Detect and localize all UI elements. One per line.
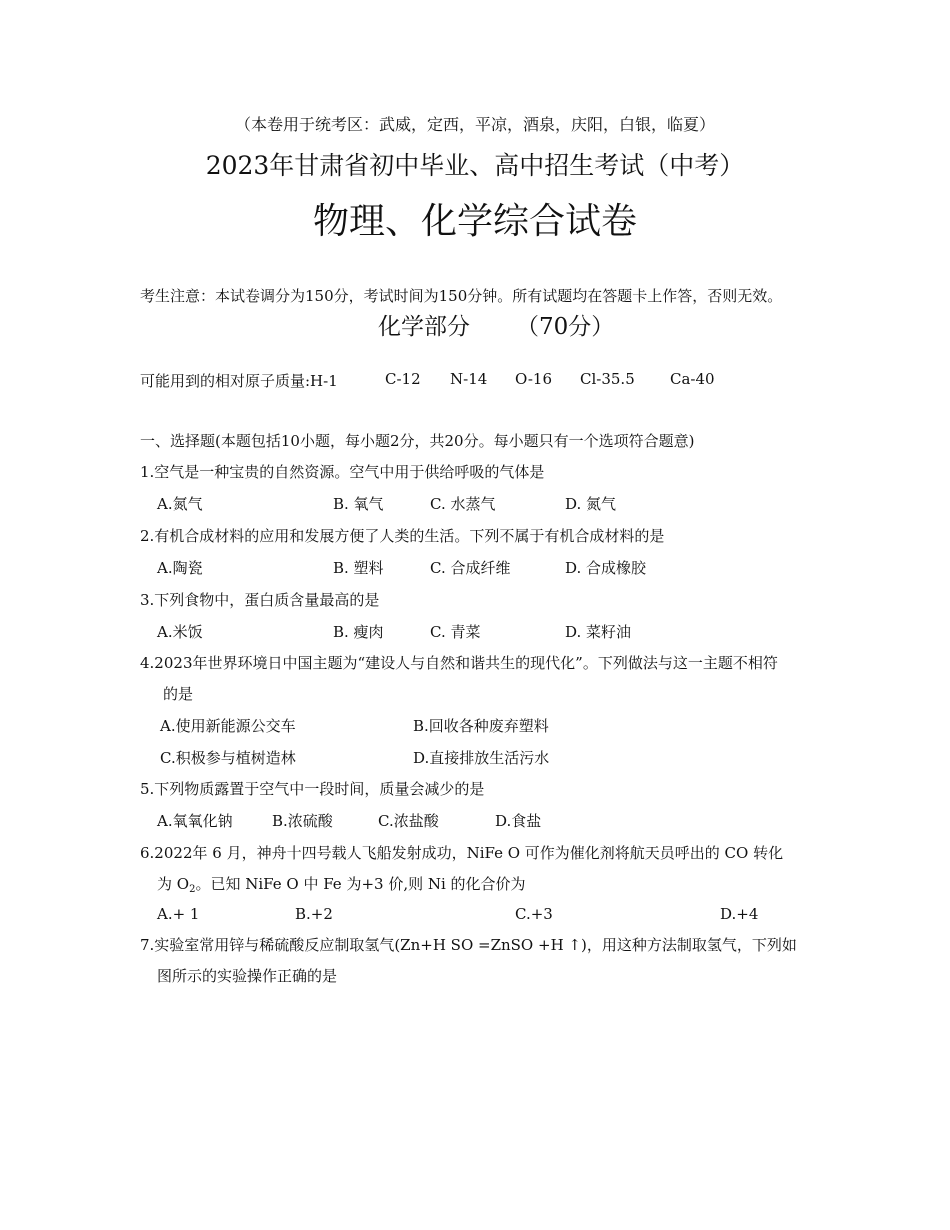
question-stem: 5.下列物质露置于空气中一段时间，质量会减少的是 — [140, 780, 485, 798]
section-score: （70分） — [516, 314, 615, 340]
option-a: A.陶瓷 — [157, 559, 203, 577]
section-title: 化学部分 — [378, 314, 470, 340]
option-d: D.直接排放生活污水 — [413, 749, 550, 767]
question-stem-continued: 为 $O_2$。已知 NiFe O 中 Fe 为+3 价,则 Ni 的化合价为 — [157, 875, 526, 895]
paper-title: 物理、化学综合试卷 — [312, 201, 637, 242]
atomic-mass-item: O-16 — [515, 370, 553, 388]
question-stem: 7.实验室常用锌与稀硫酸反应制取氢气(Zn+H SO =ZnSO +H ↑)，用这种方法制取氢气，下列如 — [140, 936, 797, 954]
atomic-mass-label: 可能用到的相对原子质量:H-1 — [140, 372, 338, 390]
question-stem: 6.2022年 6 月，神舟十四号载人飞船发射成功，NiFe O 可作为催化剂将航天员呼出的 CO 转化 — [140, 844, 784, 862]
region-note: （本卷用于统考区：武威，定西，平凉，酒泉，庆阳，白银，临夏） — [234, 115, 715, 134]
option-a: A.+ 1 — [157, 905, 200, 923]
question-stem: 4.2023年世界环境日中国主题为“建设人与自然和谐共生的现代化”。下列做法与这一主题不相符 — [140, 654, 778, 672]
option-b: B.浓硫酸 — [272, 812, 333, 830]
option-b: B. 氧气 — [333, 495, 384, 513]
candidate-notice: 考生注意：本试卷调分为150分，考试时间为150分钟。所有试题均在答题卡上作答，否则无效。 — [140, 287, 783, 305]
option-c: C.积极参与植树造林 — [160, 749, 296, 767]
option-b: B.+2 — [295, 905, 333, 923]
exam-title: 2023年甘肃省初中毕业、高中招生考试（中考） — [205, 151, 745, 180]
option-c: C. 水蒸气 — [430, 495, 496, 513]
atomic-mass-item: Cl-35.5 — [580, 370, 635, 388]
option-c: C.浓盐酸 — [378, 812, 439, 830]
option-d: D. 菜籽油 — [565, 623, 632, 641]
part-one-heading: 一、选择题(本题包括10小题，每小题2分，共20分。每小题只有一个选项符合题意) — [140, 432, 695, 450]
question-stem: 1.空气是一种宝贵的自然资源。空气中用于供给呼吸的气体是 — [140, 463, 545, 481]
question-stem-continued: 图所示的实验操作正确的是 — [157, 967, 338, 985]
question-stem: 3.下列食物中，蛋白质含量最高的是 — [140, 591, 380, 609]
question-stem: 2.有机合成材料的应用和发展方便了人类的生活。下列不属于有机合成材料的是 — [140, 527, 665, 545]
option-a: A.米饭 — [157, 623, 203, 641]
option-c: C.+3 — [515, 905, 553, 923]
option-d: D. 氮气 — [565, 495, 617, 513]
option-c: C. 青菜 — [430, 623, 481, 641]
atomic-mass-item: C-12 — [385, 370, 421, 388]
option-d: D.食盐 — [495, 812, 542, 830]
option-a: A.氧氧化钠 — [157, 812, 233, 830]
subscript: 2 — [189, 884, 196, 895]
atomic-mass-item: N-14 — [450, 370, 488, 388]
option-d: D.+4 — [720, 905, 759, 923]
option-b: B. 塑料 — [333, 559, 384, 577]
atomic-mass-item: Ca-40 — [670, 370, 715, 388]
question-stem-continued: 的是 — [163, 685, 194, 703]
option-b: B. 瘦肉 — [333, 623, 384, 641]
option-a: A.氮气 — [157, 495, 203, 513]
option-d: D. 合成橡胶 — [565, 559, 647, 577]
option-b: B.回收各种废弃塑料 — [413, 717, 549, 735]
option-a: A.使用新能源公交车 — [160, 717, 296, 735]
option-c: C. 合成纤维 — [430, 559, 511, 577]
